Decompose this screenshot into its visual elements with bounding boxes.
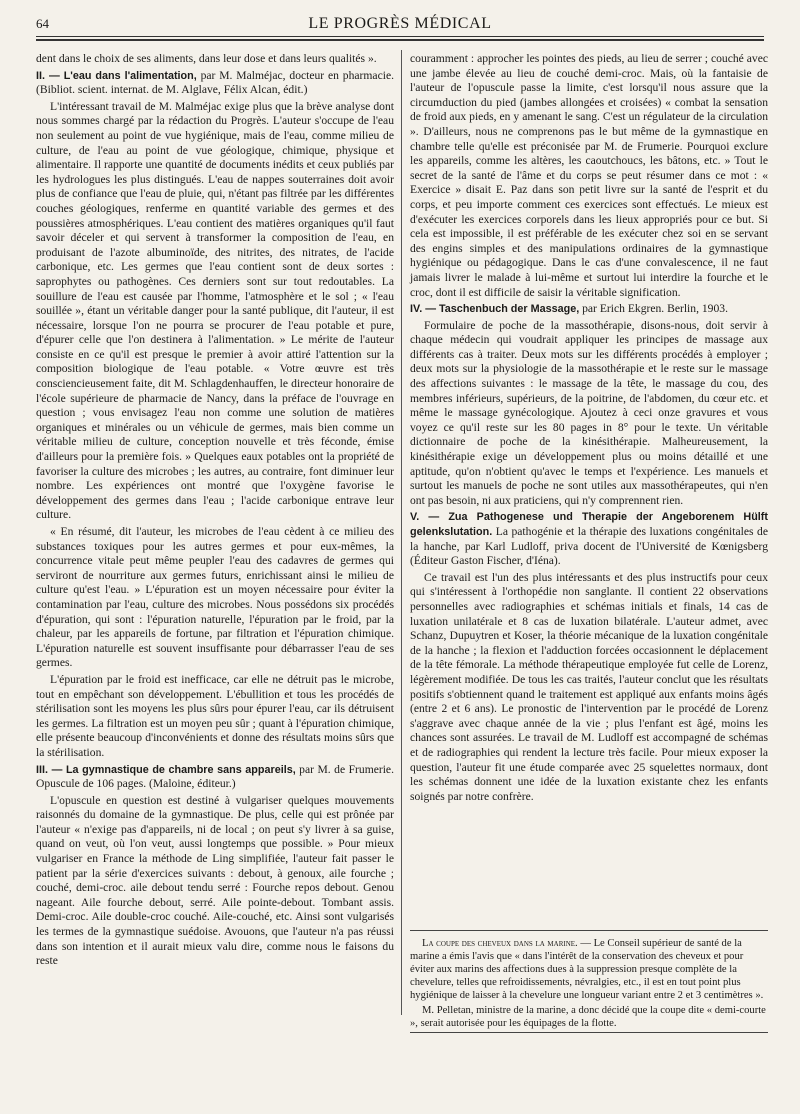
section-heading-5 <box>410 510 768 568</box>
section-reference: par M. de Frumerie. Opuscule de 106 pages. (Maloine, éditeur.) <box>36 762 394 791</box>
right-column <box>410 52 768 806</box>
section-reference: La pathogénie et la thérapie des luxations congénitales de la hanche, par Karl Ludloff, priva docent de l'Université de Kœnigsberg (Éditeur Gaston Fischer, d'Iéna). <box>410 525 768 568</box>
news-box <box>410 930 768 1033</box>
section-label: III. — La gymnastique de chambre sans appareils, <box>36 763 296 776</box>
paragraph: « En résumé, dit l'auteur, les microbes de l'eau cèdent à ce milieu des substances toxiques pour les autres germes et pour eux-mêmes, la concurrence vitale peut même peupler l'eau des cadavres de germes qui serviront de nourriture aux germes futurs, enrichissant ainsi le milieu de culture qu'est l'eau. » L'épuration est un moyen nécessaire pour éviter la contamination par l'eau, culture des microbes. Nous possédons six procédés d'épuration, qui sont : l'épuration naturelle, l'épuration par le froid, par la chaleur, par les appareils de fortune, par filtration et l'épuration chimique. L'épuration naturelle est souvent insuffisante pour débarrasser l'eau de ses germes. <box>36 525 394 670</box>
news-paragraph: M. Pelletan, ministre de la marine, a donc décidé que la coupe dite « demi-courte », serait autorisée pour les équipages de la flotte. <box>410 1005 766 1029</box>
section-heading-4 <box>410 302 768 317</box>
section-label: IV. — Taschenbuch der Massage, <box>410 303 580 316</box>
paragraph: L'opuscule en question est destiné à vulgariser quelques mouvements raisonnés du domaine de la gymnastique. De plus, celle qui est prônée par l'auteur « n'exige pas d'appareils, ni de local ; on peut s'y livrer à sa guise, quand on veut, où l'on veut, aussi longtemps que possible. » Pour mieux vulgariser en France la méthode de Ling simplifiée, l'auteur fait passer le patient par la série d'exercices suivants : debout, à genoux, aile fourche ; couché, demi-croc. aile debout tendu serré : Fourche repos debout. Genou nageant. Aile fourche debout, serré. Aile pointe-debout. Tombant assis. Demi-croc. Aile double-croc couché. Aile-couché, etc. Ainsi sont vulgarisés les termes de la gymnastique suédoise. Avouons, que l'auteur n'a pas réussi dans son intention et il aurait mieux valu dire, comme nous le faisons du reste <box>36 793 394 968</box>
news-text: — Le Conseil supérieur de santé de la marine a émis l'avis que « dans l'intérêt de la conservation des cheveux et pour éviter aux marins des affections dues à la suppression presque complète de la chevelure, telles que refroidissements, névralgies, etc., il est en tout point plus hygiénique de laisser à la chevelure une longueur variant entre 2 et 3 centimètres ». <box>410 938 764 1001</box>
news-heading: La coupe des cheveux dans la marine. <box>422 938 578 949</box>
paragraph: Ce travail est l'un des plus intéressants et des plus instructifs pour ceux qui s'intéressent à l'orthopédie non sanglante. Il contient 22 observations personnelles avec radiographies et schémas initials et finals, 14 cas de luxation unilatérale et 8 cas de luxation bilatérale. L'auteur admet, avec Schanz, Dupuytren et Koser, la théorie mécanique de la luxation congénitale de la hanche ; la flexion et l'adduction forcées occasionnent le déplacement de la tête fémorale. La méthode thérapeutique employée fut celle de Lorenz, légèrement modifiée. De tous les cas traités, l'auteur conclut que les résultats positifs s'obtiennent quand le traitement est appliqué aux enfants moins âgés (entre 2 et 6 ans). Le pronostic de l'intervention par le procédé de Lorenz s'aggrave avec chaque année de la vie ; plus l'enfant est âgé, moins les chances sont assurées. Le travail de M. Ludloff est accompagné de schémas et de radiographies qui rendent la lecture très facile. Pour mieux exposer la question, l'auteur fit une étude comparée avec 25 squelettes normaux, dont les schémas donnent une idée de la luxation existante chez les enfants soignés par notre confrère. <box>410 570 768 803</box>
section-label: V. — Zua Pathogenese und Therapie der Angeborenem Hülft gelenkslutation. <box>410 511 768 538</box>
page-number: 64 <box>36 16 49 31</box>
section-heading-2 <box>36 69 394 98</box>
journal-title: LE PROGRÈS MÉDICAL <box>308 15 492 32</box>
paragraph: dent dans le choix de ses aliments, dans leur dose et dans leurs qualités ». <box>36 52 377 65</box>
page-header <box>36 8 764 34</box>
news-paragraph <box>410 937 768 1002</box>
section-label: II. — L'eau dans l'alimentation, <box>36 69 197 82</box>
section-heading-3 <box>36 763 394 792</box>
section-reference: par M. Malméjac, docteur en pharmacie. (Bibliot. scient. internat. de M. Alglave, Félix Alcan, édit.) <box>36 68 394 97</box>
paragraph: L'intéressant travail de M. Malméjac exige plus que la brève analyse dont nous sommes chargé par la rédaction du Progrès. L'auteur s'occupe de l'eau non seulement au point de vue hygiénique, mais de l'eau, comme milieu de culture, de l'eau au point de vue géologique, chimique, physique et alimentaire. Il rapporte une quantité de documents inédits et ceux publiés par les hydrologues les plus distingués. L'eau de nappes souterraines doit avoir plus de confiance que l'eau de pluie, qui, n'étant pas filtrée par les différentes couches géologiques, renferme en quantité variable des germes et des poussières atmosphériques. L'eau contient des matières organiques qu'il faut savoir déceler et qui servent à transformer la composition de l'eau, en produisant de l'azote albuminoïde, des nitrites, des nitrates, de l'acide carbonique, etc. Les germes que l'eau contient sont de deux sortes : saprophytes ou pathogènes. Ces derniers sont sur tout redoutables. La souillure de l'eau est causée par l'homme, l'atmosphère et le sol ; « l'eau souillée », étant un véritable danger pour la santé publique, dit l'auteur, il est nécessaire, lorsque l'on ne pourra se procurer de l'eau potable et pure, d'épurer celle que l'on destinera à l'alimentation. » Le mérite de l'auteur consiste en ce qu'il est presque le premier à avoir attiré l'attention sur la composition biologique de l'eau potable. « Votre œuvre est très consciencieusement faite, dit M. Schlagdenhauffen, le directeur honoraire de l'école supérieure de pharmacie de Nancy, dans la préface de l'ouvrage en question ; vous envisagez l'eau non comme une solution de matières organiques et minérales ou un véhicule de germes, mais bien comme un véritable milieu de culture, conception nouvelle et très féconde, émise d'ailleurs pour la première fois. » Quelques eaux potables ont la propriété de favoriser la culture des microbes ; les autres, au contraire, font diminuer leur nombre. Les expériences ont montré que l'oxygène favorise le développement des germes dans l'eau ; l'acide carbonique entrave leur culture. <box>36 99 394 522</box>
paragraph: Formulaire de poche de la massothérapie, disons-nous, doit servir à chaque médecin qui voudrait appliquer les principes de massage aux différents cas à traiter. Deux mots sur les différents procédés à employer ; deux mots sur la physiologie de la massothérapie et le reste sur le massage des affections suivantes : le massage de la tête, le massage du cou, des membres inférieurs, supérieurs, de la poitrine, de l'abdomen, du cœur etc. et même le massage gynécologique. Ajoutez à ceci onze gravures et vous voyez ce qu'il reste sur les 80 pages in 8° pour le texte. Un véritable dictionnaire de poche de la kinésithérapie. Malheureusement, la kinésithérapie exige un développement plus ou moins détaillé et une aptitude, qu'on n'obtient qu'avec le temps et l'expérience. Les manuels et surtout les manuels de poche ne sont utiles aux massothérapeutes, qui n'en ont pas besoin, ni aux praticiens, qui n'y comprennent rien. <box>410 318 768 507</box>
header-rule-thick <box>36 39 764 41</box>
header-rule <box>36 36 764 37</box>
paragraph: L'épuration par le froid est inefficace, car elle ne détruit pas le microbe, tout en empêchant son développement. L'ébullition et tous les procédés de stérilisation sont les moyens les plus sûrs pour épurer l'eau, car ils détruisent les germes. La filtration est un moyen peu sûr ; quant à l'épuration chimique, elle présente beaucoup d'inconvénients et donne des résultats moins sûrs que la stérilisation. <box>36 672 394 759</box>
section-reference: par Erich Ekgren. Berlin, 1903. <box>579 302 728 316</box>
column-divider <box>401 50 402 1015</box>
paragraph: couramment : approcher les pointes des pieds, au lieu de serrer ; couché avec une jambe élevée au lieu de couché demi-croc. Mais, où la fantaisie de l'auteur de l'opuscule passe la limite, c'est lorsqu'il nous assure que la circumduction du pied (jambes allongées et croisées) « combat la sensation de froid aux pieds, en y amenant le sang. C'est un régulateur de la circulation ». D'ailleurs, nous ne comprenons pas le but même de la gymnastique en chambre telle qu'elle est préconisée par M. de Frumerie. Pourquoi exclure les appareils, comme les altères, les caoutchoucs, les bâtons, etc. » Tout le secret de la santé de l'âme et du corps se peut résumer dans ce mot : « Exercice » disait E. Paz dans son petit livre sur la santé de l'esprit et du corps, et peu importe comment ces exercices sont effectués. Le mieux est d'exécuter les exercices corporels dans les lieux appropriés pour ce but. Si cela est impossible, il est préférable de les exécuter chez soi en se servant des engins simples et des manipulations ordinaires de la gymnastique hygiénique ou pédagogique. Dans le cas d'une convalescence, il ne faut jamais livrer le malade à lui-même et surtout lui interdire la fourche et le croc, dont il est difficile de saisir la véritable signification. <box>410 52 768 299</box>
left-column <box>36 52 394 971</box>
